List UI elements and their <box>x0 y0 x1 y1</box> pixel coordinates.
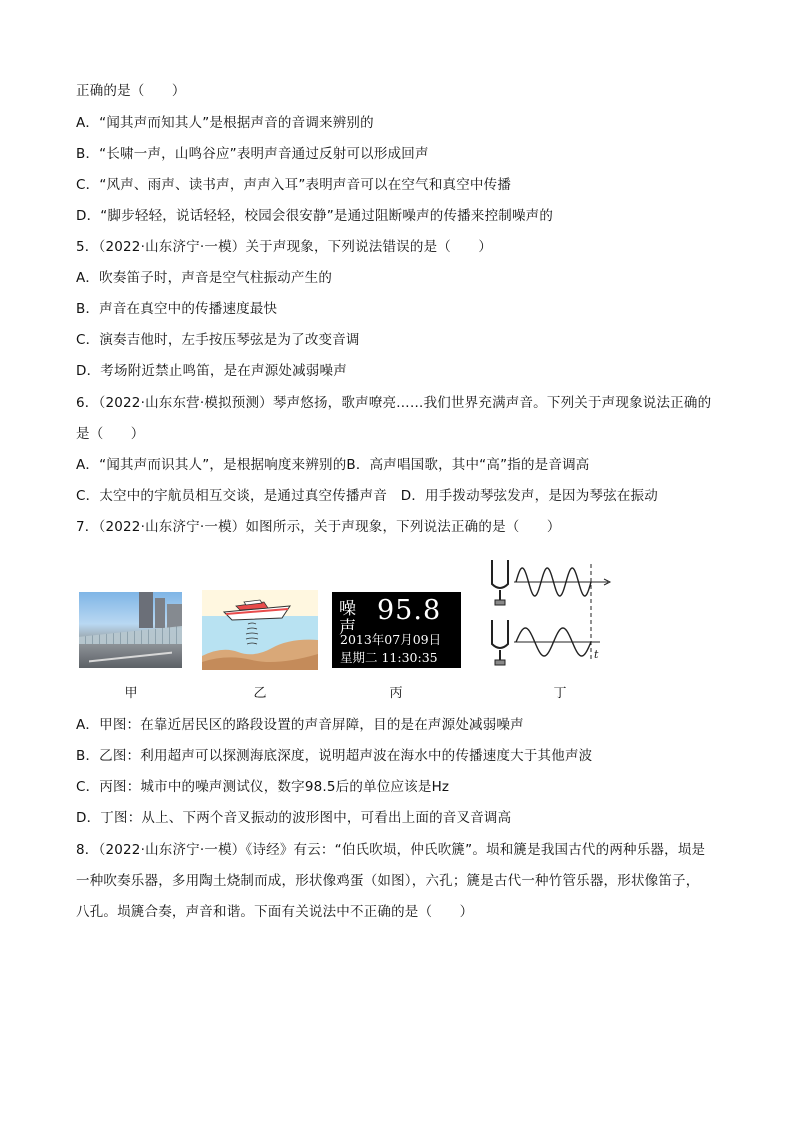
question-8-stem-cont: 一种吹奏乐器，多用陶土烧制而成，形状像鸡蛋（如图），六孔；篪是古代一种竹管乐器，形状像笛子， <box>76 873 700 889</box>
sonar-ship-illustration <box>202 590 318 670</box>
question-8-stem-end: 八孔。埙篪合奏，声音和谐。下面有关说法中不正确的是（ ） <box>76 904 474 920</box>
q4-option-b: B．“长啸一声，山鸣谷应”表明声音通过反射可以形成回声 <box>76 146 429 162</box>
question-5-stem: 5．（2022·山东济宁·一模）关于声现象，下列说法错误的是（ ） <box>76 239 493 255</box>
tuning-fork-icon <box>492 620 508 665</box>
q6-options-cd: C．太空中的宇航员相互交谈，是通过真空传播声音 D．用手拨动琴弦发声，是因为琴弦在振动 <box>76 488 658 504</box>
question-4-stem-end: 正确的是（ ） <box>76 83 186 99</box>
caption-yi: 乙 <box>253 686 267 701</box>
q4-option-d: D．“脚步轻轻，说话轻轻，校园会很安静”是通过阻断噪声的传播来控制噪声的 <box>76 208 554 224</box>
q6-options-ab: A．“闻其声而识其人”，是根据响度来辨别的B．高声唱国歌，其中“高”指的是音调高 <box>76 457 590 473</box>
display-date: 2013年07月09日 <box>340 632 442 647</box>
q5-option-d: D．考场附近禁止鸣笛，是在声源处减弱噪声 <box>76 363 347 379</box>
noise-label-top: 噪 <box>339 599 356 619</box>
q5-option-a: A．吹奏笛子时，声音是空气柱振动产生的 <box>76 270 333 286</box>
noise-value: 95.8 <box>377 595 442 626</box>
q5-option-c: C．演奏吉他时，左手按压琴弦是为了改变音调 <box>76 332 360 348</box>
tuning-fork-waveforms <box>486 554 626 672</box>
question-8-stem: 8．（2022·山东济宁·一模）《诗经》有云：“伯氏吹埙，仲氏吹篪”。埙和篪是我国古代的两种乐器，埙是 <box>76 842 706 858</box>
noise-meter-display <box>332 592 461 668</box>
display-time: 星期二 11:30:35 <box>340 650 438 665</box>
noise-label-bottom: 声 <box>339 618 356 638</box>
q7-option-d: D．丁图：从上、下两个音叉振动的波形图中，可看出上面的音叉音调高 <box>76 810 512 826</box>
q7-option-c: C．丙图：城市中的噪声测试仪，数字98.5后的单位应该是Hz <box>76 779 450 795</box>
time-axis-label: t <box>594 648 599 661</box>
question-6-stem: 6．（2022·山东东营·模拟预测）琴声悠扬，歌声嘹亮……我们世界充满声音。下列关于声现象说法正确的 <box>76 395 712 411</box>
question-7-stem: 7．（2022·山东济宁·一模）如图所示，关于声现象，下列说法正确的是（ ） <box>76 519 561 535</box>
q7-option-b: B．乙图：利用超声可以探测海底深度，说明超声波在海水中的传播速度大于其他声波 <box>76 748 593 764</box>
caption-ding: 丁 <box>553 686 567 701</box>
q4-option-a: A．“闻其声而知其人”是根据声音的音调来辨别的 <box>76 115 374 131</box>
q7-option-a: A．甲图：在靠近居民区的路段设置的声音屏障，目的是在声源处减弱噪声 <box>76 717 524 733</box>
question-6-stem-cont: 是（ ） <box>76 426 145 442</box>
question-7-figures <box>76 552 636 702</box>
q5-option-b: B．声音在真空中的传播速度最快 <box>76 301 278 317</box>
tuning-fork-icon <box>492 560 508 605</box>
caption-bing: 丙 <box>389 686 403 701</box>
caption-jia: 甲 <box>124 686 138 701</box>
sound-barrier-photo <box>79 592 182 668</box>
q4-option-c: C．“风声、雨声、读书声，声声入耳”表明声音可以在空气和真空中传播 <box>76 177 512 193</box>
